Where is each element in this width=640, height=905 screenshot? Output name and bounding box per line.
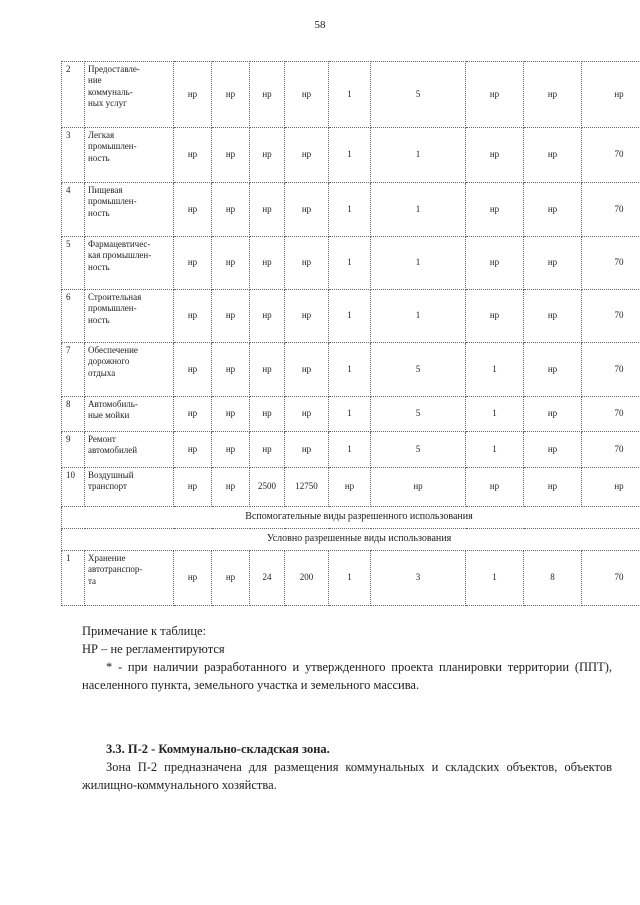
table-cell: нр (174, 128, 212, 183)
table-cell: 70 (582, 397, 640, 432)
table-cell: 5 (371, 432, 466, 468)
table-cell: нр (582, 62, 640, 128)
table-cell: нр (212, 237, 250, 290)
row-use-name: Автомобиль- ные мойки (85, 397, 174, 432)
table-cell: нр (212, 343, 250, 397)
table-cell: 70 (582, 343, 640, 397)
table-cell: 70 (582, 183, 640, 237)
row-number: 7 (62, 343, 85, 397)
table-cell: нр (582, 468, 640, 507)
table-cell: нр (285, 183, 329, 237)
table-cell: 1 (329, 183, 371, 237)
table-row (62, 432, 640, 468)
table-cell: нр (212, 432, 250, 468)
row-use-name: Строительная промышлен- ность (85, 290, 174, 343)
notes-title: Примечание к таблице: (82, 624, 207, 638)
table-body-aux (62, 507, 640, 551)
row-number: 9 (62, 432, 85, 468)
table-cell: нр (250, 128, 285, 183)
zoning-table (61, 61, 640, 606)
notes-line-ppt: * - при наличии разработанного и утвержденного проекта планировки территории (ППТ), населенного пункта, земельного участка и земельного массива. (82, 660, 612, 692)
table-cell: 1 (329, 62, 371, 128)
table-cell: 2500 (250, 468, 285, 507)
table-cell: нр (212, 183, 250, 237)
table-cell: нр (285, 128, 329, 183)
table-cell: нр (250, 432, 285, 468)
row-use-name: Воздушный транспорт (85, 468, 174, 507)
table-row (62, 468, 640, 507)
table-cell: 24 (250, 551, 285, 606)
table-cell: 1 (371, 183, 466, 237)
table-row (62, 551, 640, 606)
row-number: 3 (62, 128, 85, 183)
row-use-name: Ремонт автомобилей (85, 432, 174, 468)
table-cell: 70 (582, 432, 640, 468)
table-cell: нр (250, 237, 285, 290)
table-cell: нр (285, 397, 329, 432)
table-notes (82, 622, 612, 694)
row-number: 2 (62, 62, 85, 128)
section-cond-label: Условно разрешенные виды использования (62, 529, 640, 551)
table-cell: 1 (466, 343, 524, 397)
table-cell: 70 (582, 237, 640, 290)
table-cell: 5 (371, 343, 466, 397)
table-cell: нр (174, 397, 212, 432)
table-cell: нр (250, 343, 285, 397)
table-cell: нр (250, 290, 285, 343)
table-cell: нр (174, 432, 212, 468)
table-cell: нр (285, 343, 329, 397)
table-row (62, 62, 640, 128)
table-row (62, 343, 640, 397)
table-cell: нр (174, 183, 212, 237)
table-cell: нр (212, 290, 250, 343)
table-cell: нр (212, 62, 250, 128)
table-cell: нр (174, 237, 212, 290)
table-cell: нр (174, 468, 212, 507)
table-cell: 70 (582, 551, 640, 606)
table-body-main (62, 62, 640, 507)
table-cell: 1 (329, 290, 371, 343)
table-cell: нр (524, 128, 582, 183)
table-cell: 1 (329, 551, 371, 606)
table-cell: 5 (371, 397, 466, 432)
table-cell: 70 (582, 290, 640, 343)
table-cell: 1 (329, 237, 371, 290)
table-cell: 1 (329, 128, 371, 183)
table-cell: нр (285, 62, 329, 128)
row-number: 4 (62, 183, 85, 237)
table-cell: нр (466, 468, 524, 507)
table-cell: нр (250, 62, 285, 128)
table-cell: нр (524, 290, 582, 343)
table-cell: нр (285, 237, 329, 290)
table-cell: нр (212, 397, 250, 432)
table-cell: 1 (466, 551, 524, 606)
section-heading: 3.3. П-2 - Коммунально-складская зона. (106, 742, 330, 756)
row-number: 6 (62, 290, 85, 343)
table-cell: нр (466, 183, 524, 237)
section-text: Зона П-2 предназначена для размещения коммунальных и складских объектов, объектов жилищно-коммунального хозяйства. (82, 760, 612, 792)
section-aux-label: Вспомогательные виды разрешенного использования (62, 507, 640, 529)
table-row (62, 128, 640, 183)
table-cell: нр (174, 290, 212, 343)
page-number: 58 (314, 19, 326, 31)
table-cell: нр (524, 397, 582, 432)
section-row-aux (62, 507, 640, 529)
table-cell: 1 (329, 432, 371, 468)
row-use-name: Фармацевтичес- кая промышлен- ность (85, 237, 174, 290)
row-number: 8 (62, 397, 85, 432)
table-cell: нр (524, 468, 582, 507)
table-cell: 1 (466, 432, 524, 468)
notes-line-nr: НР – не регламентируются (82, 642, 225, 656)
table-cell: 3 (371, 551, 466, 606)
table-cell: нр (212, 468, 250, 507)
table-cell: 1 (329, 343, 371, 397)
table-cell: нр (466, 237, 524, 290)
table-cell: нр (285, 290, 329, 343)
table-cell: 1 (371, 237, 466, 290)
row-use-name: Легкая промышлен- ность (85, 128, 174, 183)
table-cell: 1 (371, 290, 466, 343)
table-cell: 1 (371, 128, 466, 183)
table-cell: нр (174, 343, 212, 397)
table-cell: нр (524, 432, 582, 468)
table-cell: 12750 (285, 468, 329, 507)
table-cell: нр (371, 468, 466, 507)
row-number: 5 (62, 237, 85, 290)
row-number: 10 (62, 468, 85, 507)
table-cell: 70 (582, 128, 640, 183)
section-row-cond (62, 529, 640, 551)
table-cell: нр (174, 62, 212, 128)
table-cell: нр (212, 128, 250, 183)
table-cell: нр (250, 397, 285, 432)
table-cell: нр (466, 62, 524, 128)
table-row (62, 237, 640, 290)
table-body-cond (62, 551, 640, 606)
table-cell: 5 (371, 62, 466, 128)
table-cell: нр (524, 343, 582, 397)
table-cell: нр (329, 468, 371, 507)
row-use-name: Предоставле- ние коммуналь- ных услуг (85, 62, 174, 128)
table-cell: нр (524, 237, 582, 290)
table-cell: нр (524, 183, 582, 237)
table-cell: нр (174, 551, 212, 606)
row-number: 1 (62, 551, 85, 606)
table-cell: нр (524, 62, 582, 128)
table-cell: 200 (285, 551, 329, 606)
table-cell: нр (466, 128, 524, 183)
table-cell: 1 (329, 397, 371, 432)
row-use-name: Пищевая промышлен- ность (85, 183, 174, 237)
table-cell: 8 (524, 551, 582, 606)
table-row (62, 290, 640, 343)
table-cell: нр (250, 183, 285, 237)
table-cell: нр (285, 432, 329, 468)
row-use-name: Хранение автотранспор- та (85, 551, 174, 606)
table-cell: нр (466, 290, 524, 343)
table-cell: 1 (466, 397, 524, 432)
table-cell: нр (212, 551, 250, 606)
table-row (62, 183, 640, 237)
table-row (62, 397, 640, 432)
row-use-name: Обеспечение дорожного отдыха (85, 343, 174, 397)
section-p2 (82, 740, 612, 794)
